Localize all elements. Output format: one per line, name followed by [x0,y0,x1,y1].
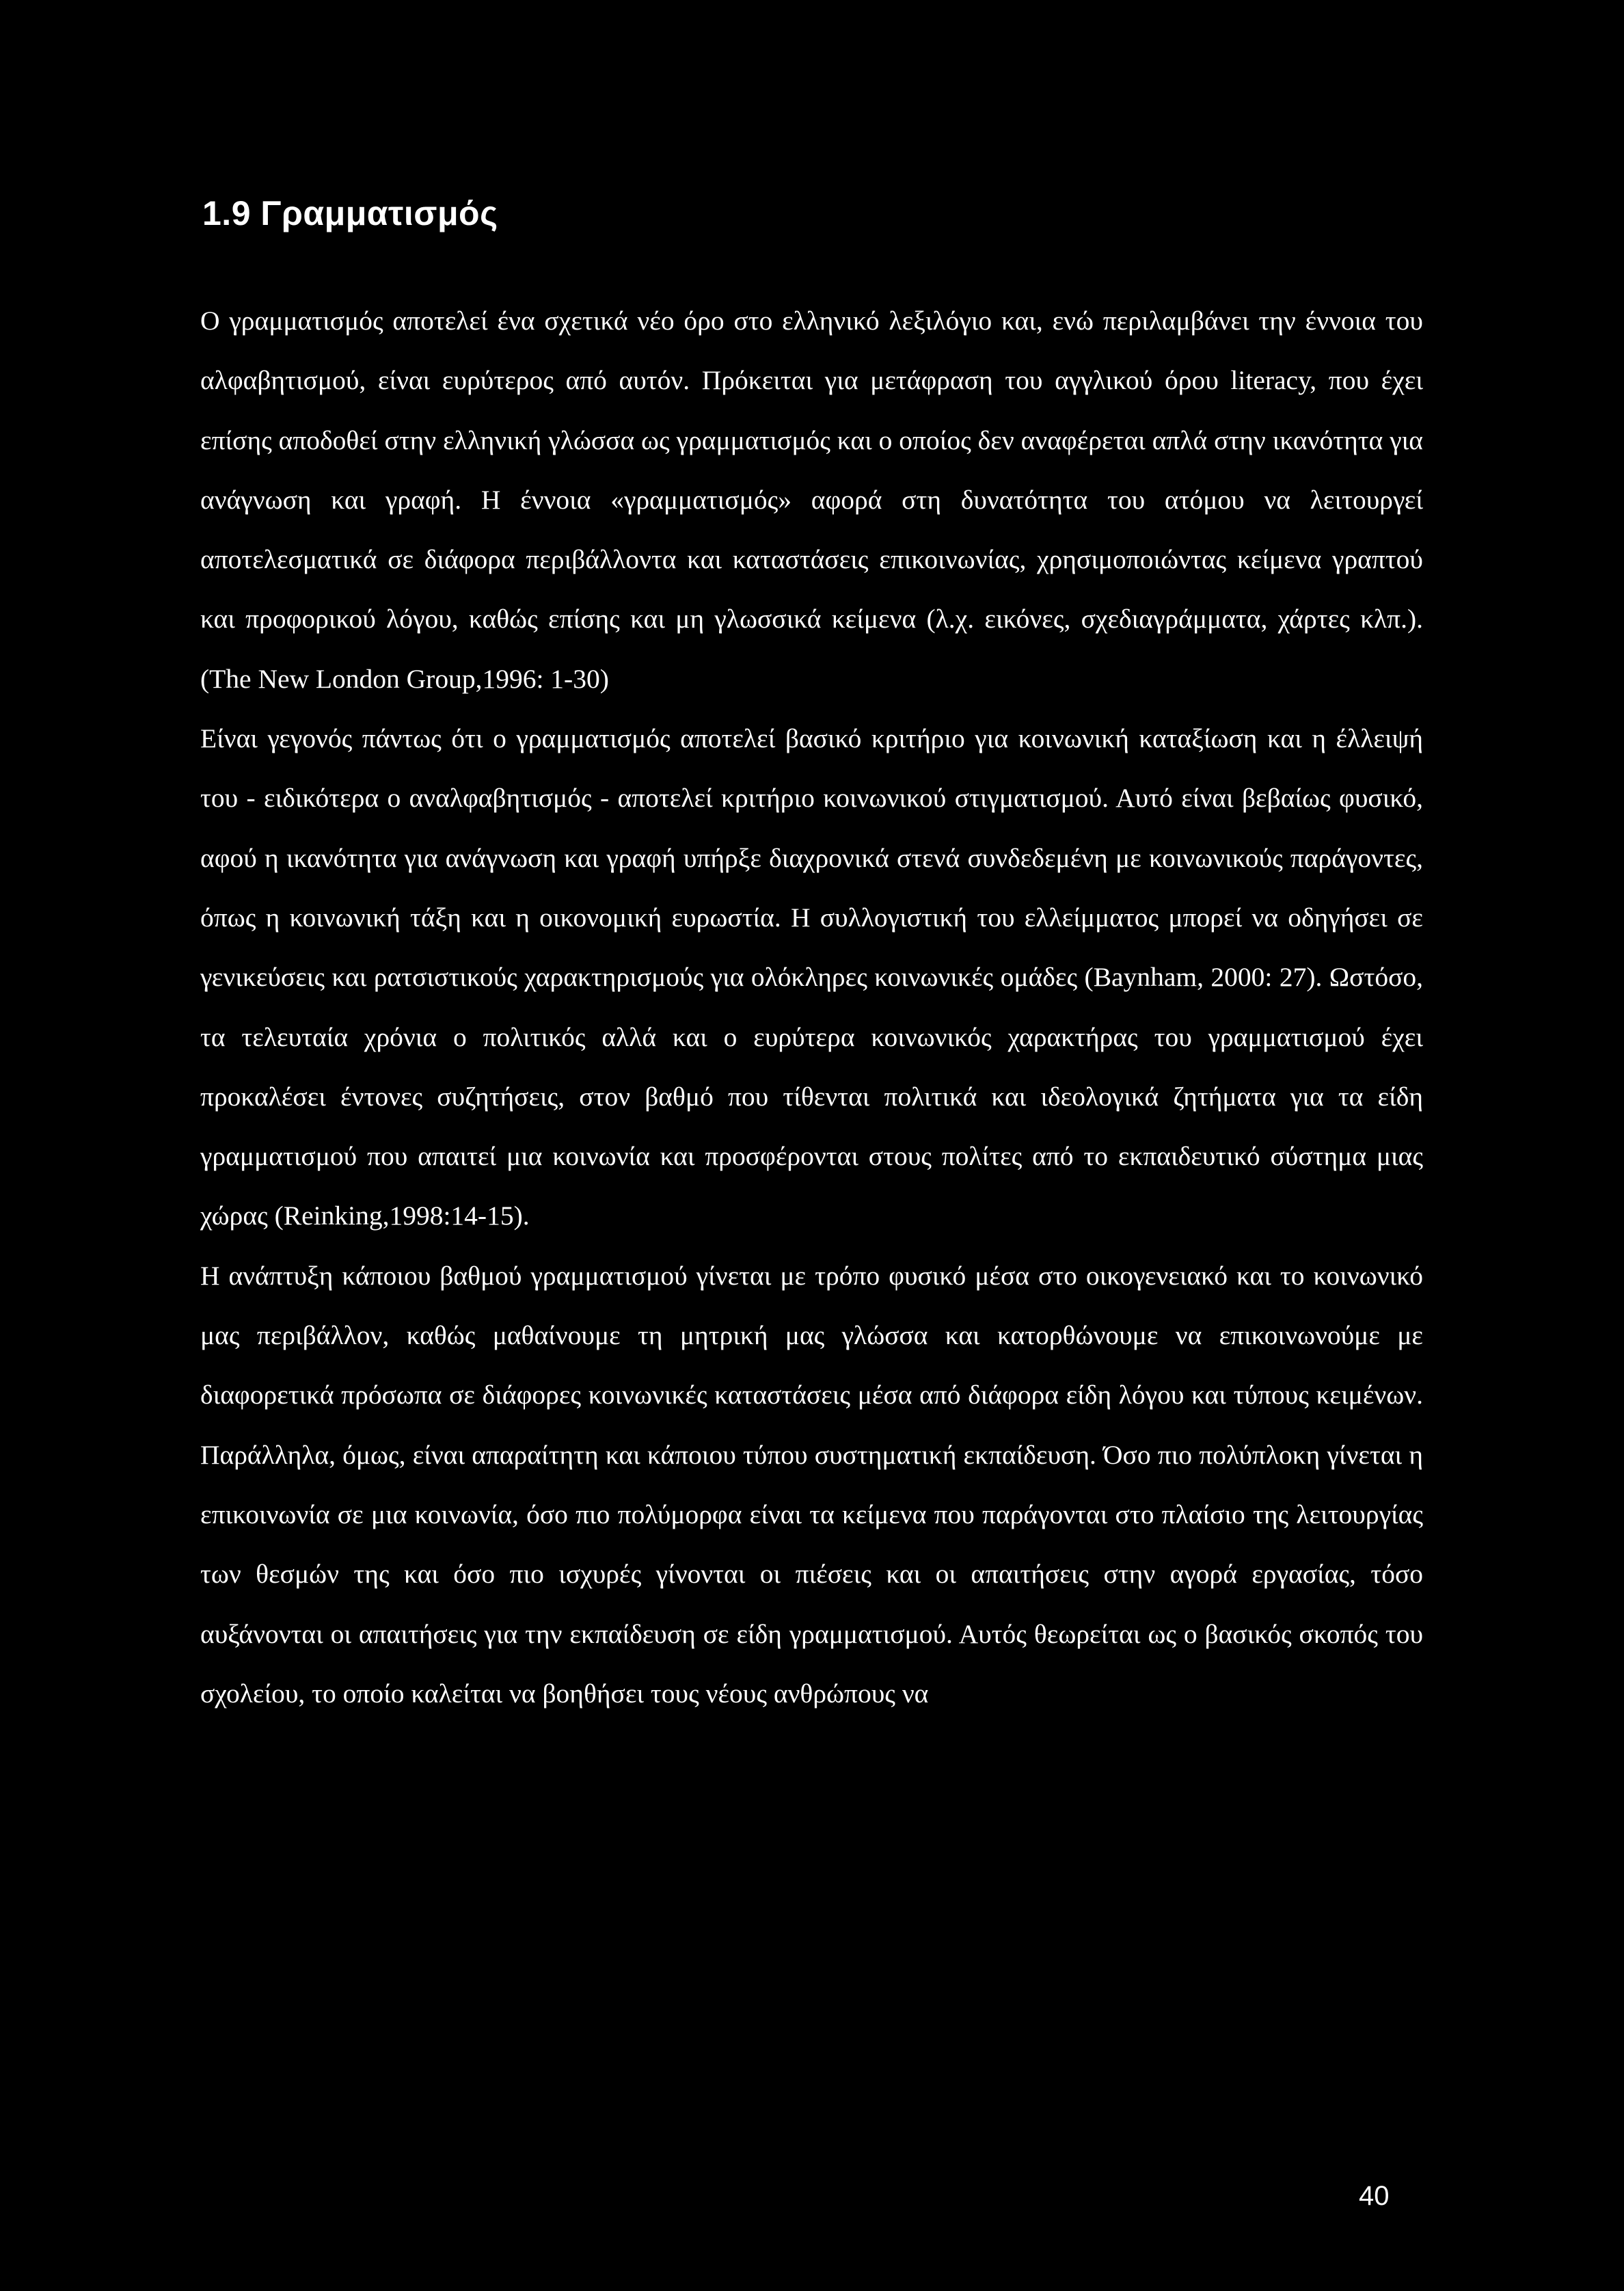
section-heading: 1.9 Γραμματισμός [202,194,498,232]
paragraph-3: Η ανάπτυξη κάποιου βαθμού γραμματισμού γίνεται με τρόπο φυσικό μέσα στο οικογενειακό και το κοινωνικό μας περιβάλλον, καθώς μαθαίνουμε τη μητρική μας γλώσσα και κατορθώνουμε να επικοινωνούμε με διαφορετικά πρόσωπα σε διάφορες κοινωνικές καταστάσεις μέσα από διάφορα είδη λόγου και τύπους κειμένων. Παράλληλα, όμως, είναι απαραίτητη και κάποιου τύπου συστηματική εκπαίδευση. Όσο πιο πολύπλοκη γίνεται η επικοινωνία σε μια κοινωνία, όσο πιο πολύμορφα είναι τα κείμενα που παράγονται στο πλαίσιο της λειτουργίας των θεσμών της και όσο πιο ισχυρές γίνονται οι πιέσεις και οι απαιτήσεις στην αγορά εργασίας, τόσο αυξάνονται οι απαιτήσεις για την εκπαίδευση σε είδη γραμματισμού. Αυτός θεωρείται ως ο βασικός σκοπός του σχολείου, το οποίο καλείται να βοηθήσει τους νέους ανθρώπους να [200,1260,1423,1709]
paragraph-2: Είναι γεγονός πάντως ότι ο γραμματισμός αποτελεί βασικό κριτήριο για κοινωνική καταξίωση και η έλλειψή του - ειδικότερα ο αναλφαβητισμός - αποτελεί κριτήριο κοινωνικού στιγματισμού. Αυτό είναι βεβαίως φυσικό, αφού η ικανότητα για ανάγνωση και γραφή υπήρξε διαχρονικά στενά συνδεδεμένη με κοινωνικούς παράγοντες, όπως η κοινωνική τάξη και η οικονομική ευρωστία. Η συλλογιστική του ελλείμματος μπορεί να οδηγήσει σε γενικεύσεις και ρατσιστικούς χαρακτηρισμούς για ολόκληρες κοινωνικές ομάδες (Baynham, 2000: 27). Ωστόσο, τα τελευταία χρόνια ο πολιτικός αλλά και ο ευρύτερα κοινωνικός χαρακτήρας του γραμματισμού έχει προκαλέσει έντονες συζητήσεις, στον βαθμό που τίθενται πολιτικά και ιδεολογικά ζητήματα για τα είδη γραμματισμού που απαιτεί μια κοινωνία και προσφέρονται στους πολίτες από το εκπαιδευτικό σύστημα μιας χώρας (Reinking,1998:14-15). [200,723,1423,1231]
page-number: 40 [1359,2181,1390,2211]
paragraph-1: Ο γραμματισμός αποτελεί ένα σχετικά νέο όρο στο ελληνικό λεξιλόγιο και, ενώ περιλαμβάνει την έννοια του αλφαβητισμού, είναι ευρύτερος από αυτόν. Πρόκειται για μετάφραση του αγγλικού όρου literacy, που έχει επίσης αποδοθεί στην ελληνική γλώσσα ως γραμματισμός και ο οποίος δεν αναφέρεται απλά στην ικανότητα για ανάγνωση και γραφή. Η έννοια «γραμματισμός» αφορά στη δυνατότητα του ατόμου να λειτουργεί αποτελεσματικά σε διάφορα περιβάλλοντα και καταστάσεις επικοινωνίας, χρησιμοποιώντας κείμενα γραπτού και προφορικού λόγου, καθώς επίσης και μη γλωσσικά κείμενα (λ.χ. εικόνες, σχεδιαγράμματα, χάρτες κλπ.). (The New London Group,1996: 1-30) [200,306,1423,694]
body-text [200,291,1423,1724]
